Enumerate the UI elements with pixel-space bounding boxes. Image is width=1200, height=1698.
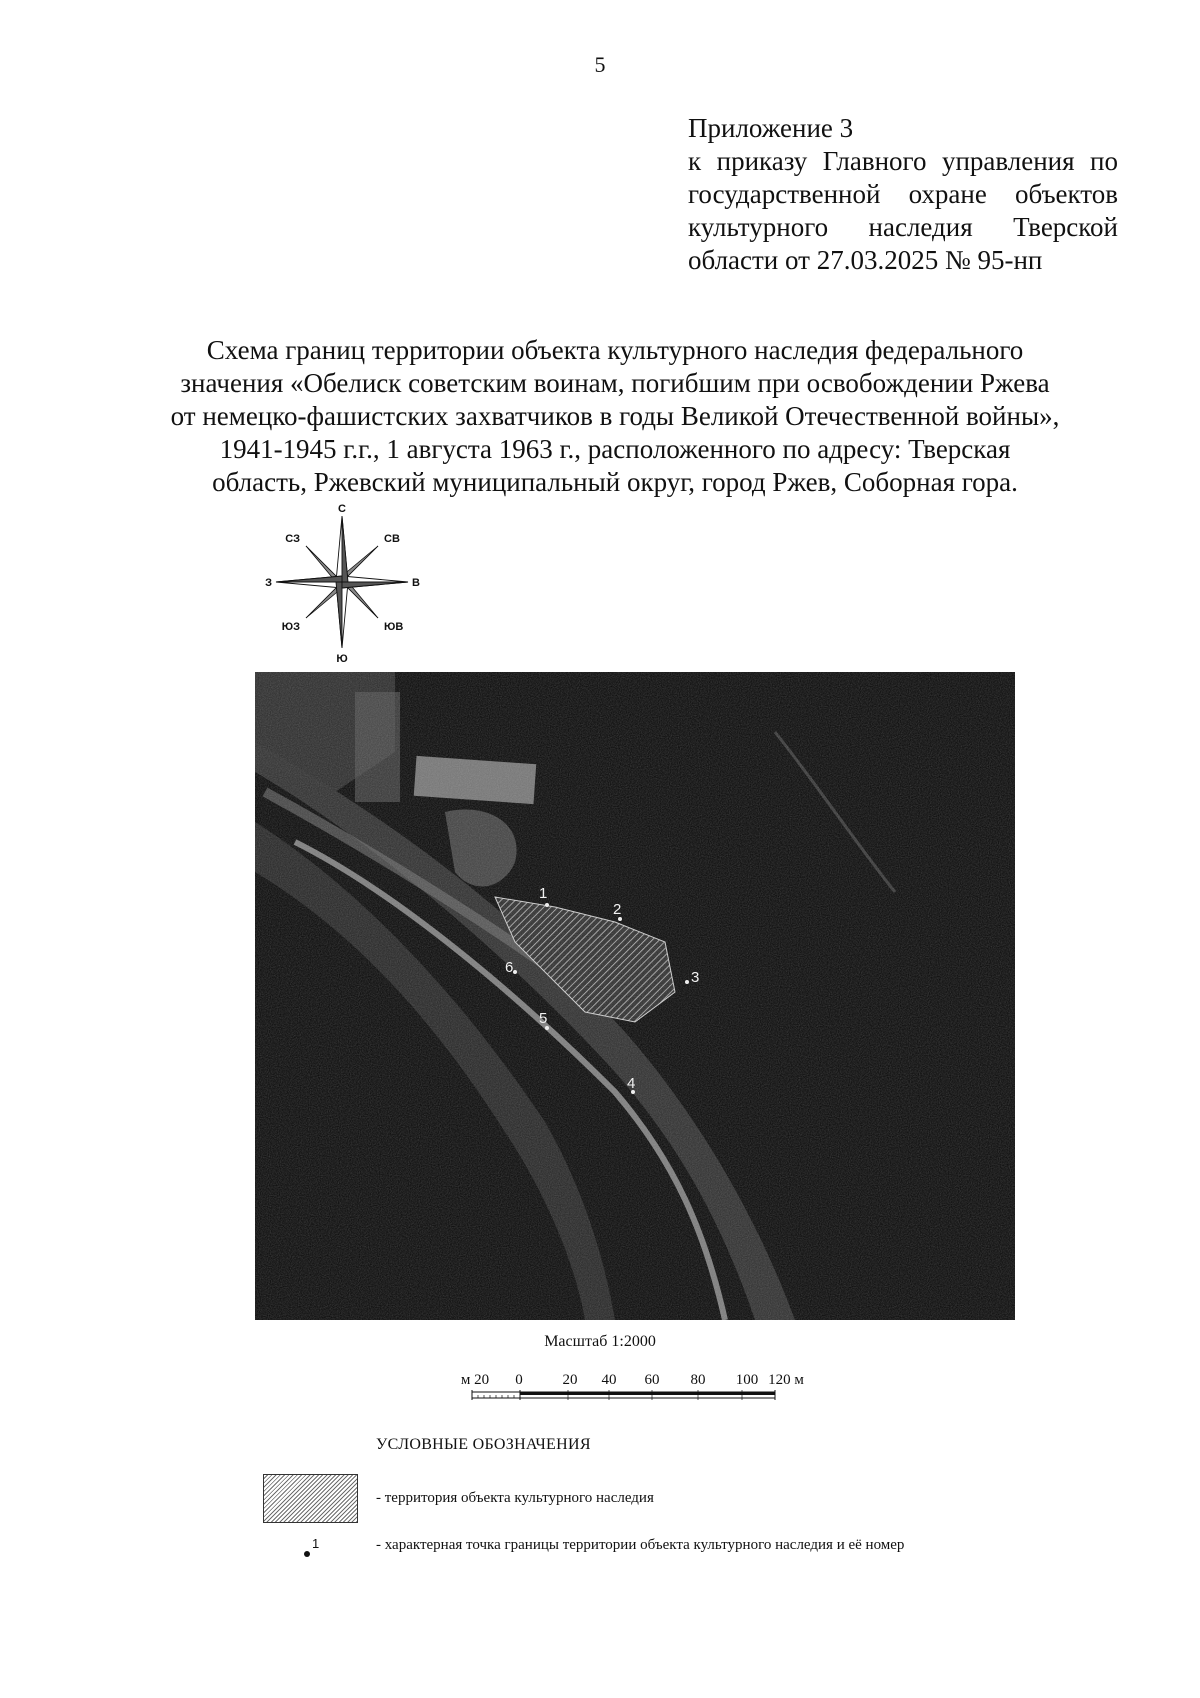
point-label-4: 4 — [627, 1075, 636, 1092]
compass-southeast-label: ЮВ — [384, 621, 404, 633]
compass-north-label: С — [338, 503, 346, 515]
compass-west-label: З — [265, 577, 272, 589]
map-canvas — [255, 672, 1015, 1320]
scale-tick-label: 60 — [644, 1372, 660, 1388]
title-line-5: область, Ржевский муниципальный округ, город Ржев, Соборная гора. — [212, 467, 1018, 497]
title-line-2: значения «Обелиск советским воинам, погибшим при освобождении Ржева — [180, 368, 1050, 398]
compass-northwest-label: СЗ — [285, 533, 300, 545]
point-label-1: 1 — [539, 885, 548, 902]
point-label-5: 5 — [539, 1010, 548, 1027]
compass-east-label: В — [412, 577, 420, 589]
scale-tick-label: 40 — [601, 1372, 617, 1388]
title-line-3: от немецко-фашистских захватчиков в годы Великой Отечественной войны», — [170, 401, 1060, 431]
point-label-3: 3 — [691, 969, 700, 986]
legend-title: УСЛОВНЫЕ ОБОЗНАЧЕНИЯ — [376, 1436, 591, 1453]
scale-tick-labels — [461, 1372, 805, 1388]
legend-territory-swatch — [263, 1474, 358, 1523]
scale-tick-label: 20 — [562, 1372, 578, 1388]
compass-southwest-label: ЮЗ — [281, 621, 300, 633]
scale-tick-label: 120 м — [768, 1372, 804, 1388]
scale-tick-label: 100 — [735, 1372, 759, 1388]
scale-caption: Масштаб 1:2000 — [544, 1333, 656, 1350]
title-line-1: Схема границ территории объекта культурного наследия федерального — [206, 335, 1024, 365]
appendix-line-2: к приказу Главного управления по — [688, 146, 1118, 176]
satellite-map — [255, 672, 1015, 1320]
point-label-2: 2 — [613, 901, 622, 918]
scale-bar — [452, 1368, 832, 1418]
appendix-line-3: государственной охране объектов — [688, 179, 1118, 209]
compass-northeast-label: СВ — [384, 533, 400, 545]
document-title — [150, 334, 1080, 499]
legend-point-marker-icon — [302, 1538, 324, 1560]
legend-point-label: - характерная точка границы территории объекта культурного наследия и её номер — [376, 1537, 905, 1553]
legend-territory-label: - территория объекта культурного наследия — [376, 1490, 654, 1506]
scale-tick-label: м 20 — [460, 1372, 490, 1388]
page-number: 5 — [594, 52, 606, 77]
compass-rose-icon — [262, 500, 422, 665]
scale-tick-label: 0 — [515, 1372, 523, 1388]
appendix-header — [688, 112, 1118, 277]
point-label-6: 6 — [505, 959, 514, 976]
appendix-line-1: Приложение 3 — [688, 113, 854, 143]
title-line-4: 1941-1945 г.г., 1 августа 1963 г., расположенного по адресу: Тверская — [219, 434, 1011, 464]
appendix-line-5: области от 27.03.2025 № 95-нп — [688, 245, 1043, 275]
appendix-line-4: культурного наследия Тверской — [688, 212, 1118, 242]
scale-tick-label: 80 — [690, 1372, 706, 1388]
legend-point-number: 1 — [312, 1538, 320, 1551]
compass-south-label: Ю — [336, 653, 348, 665]
